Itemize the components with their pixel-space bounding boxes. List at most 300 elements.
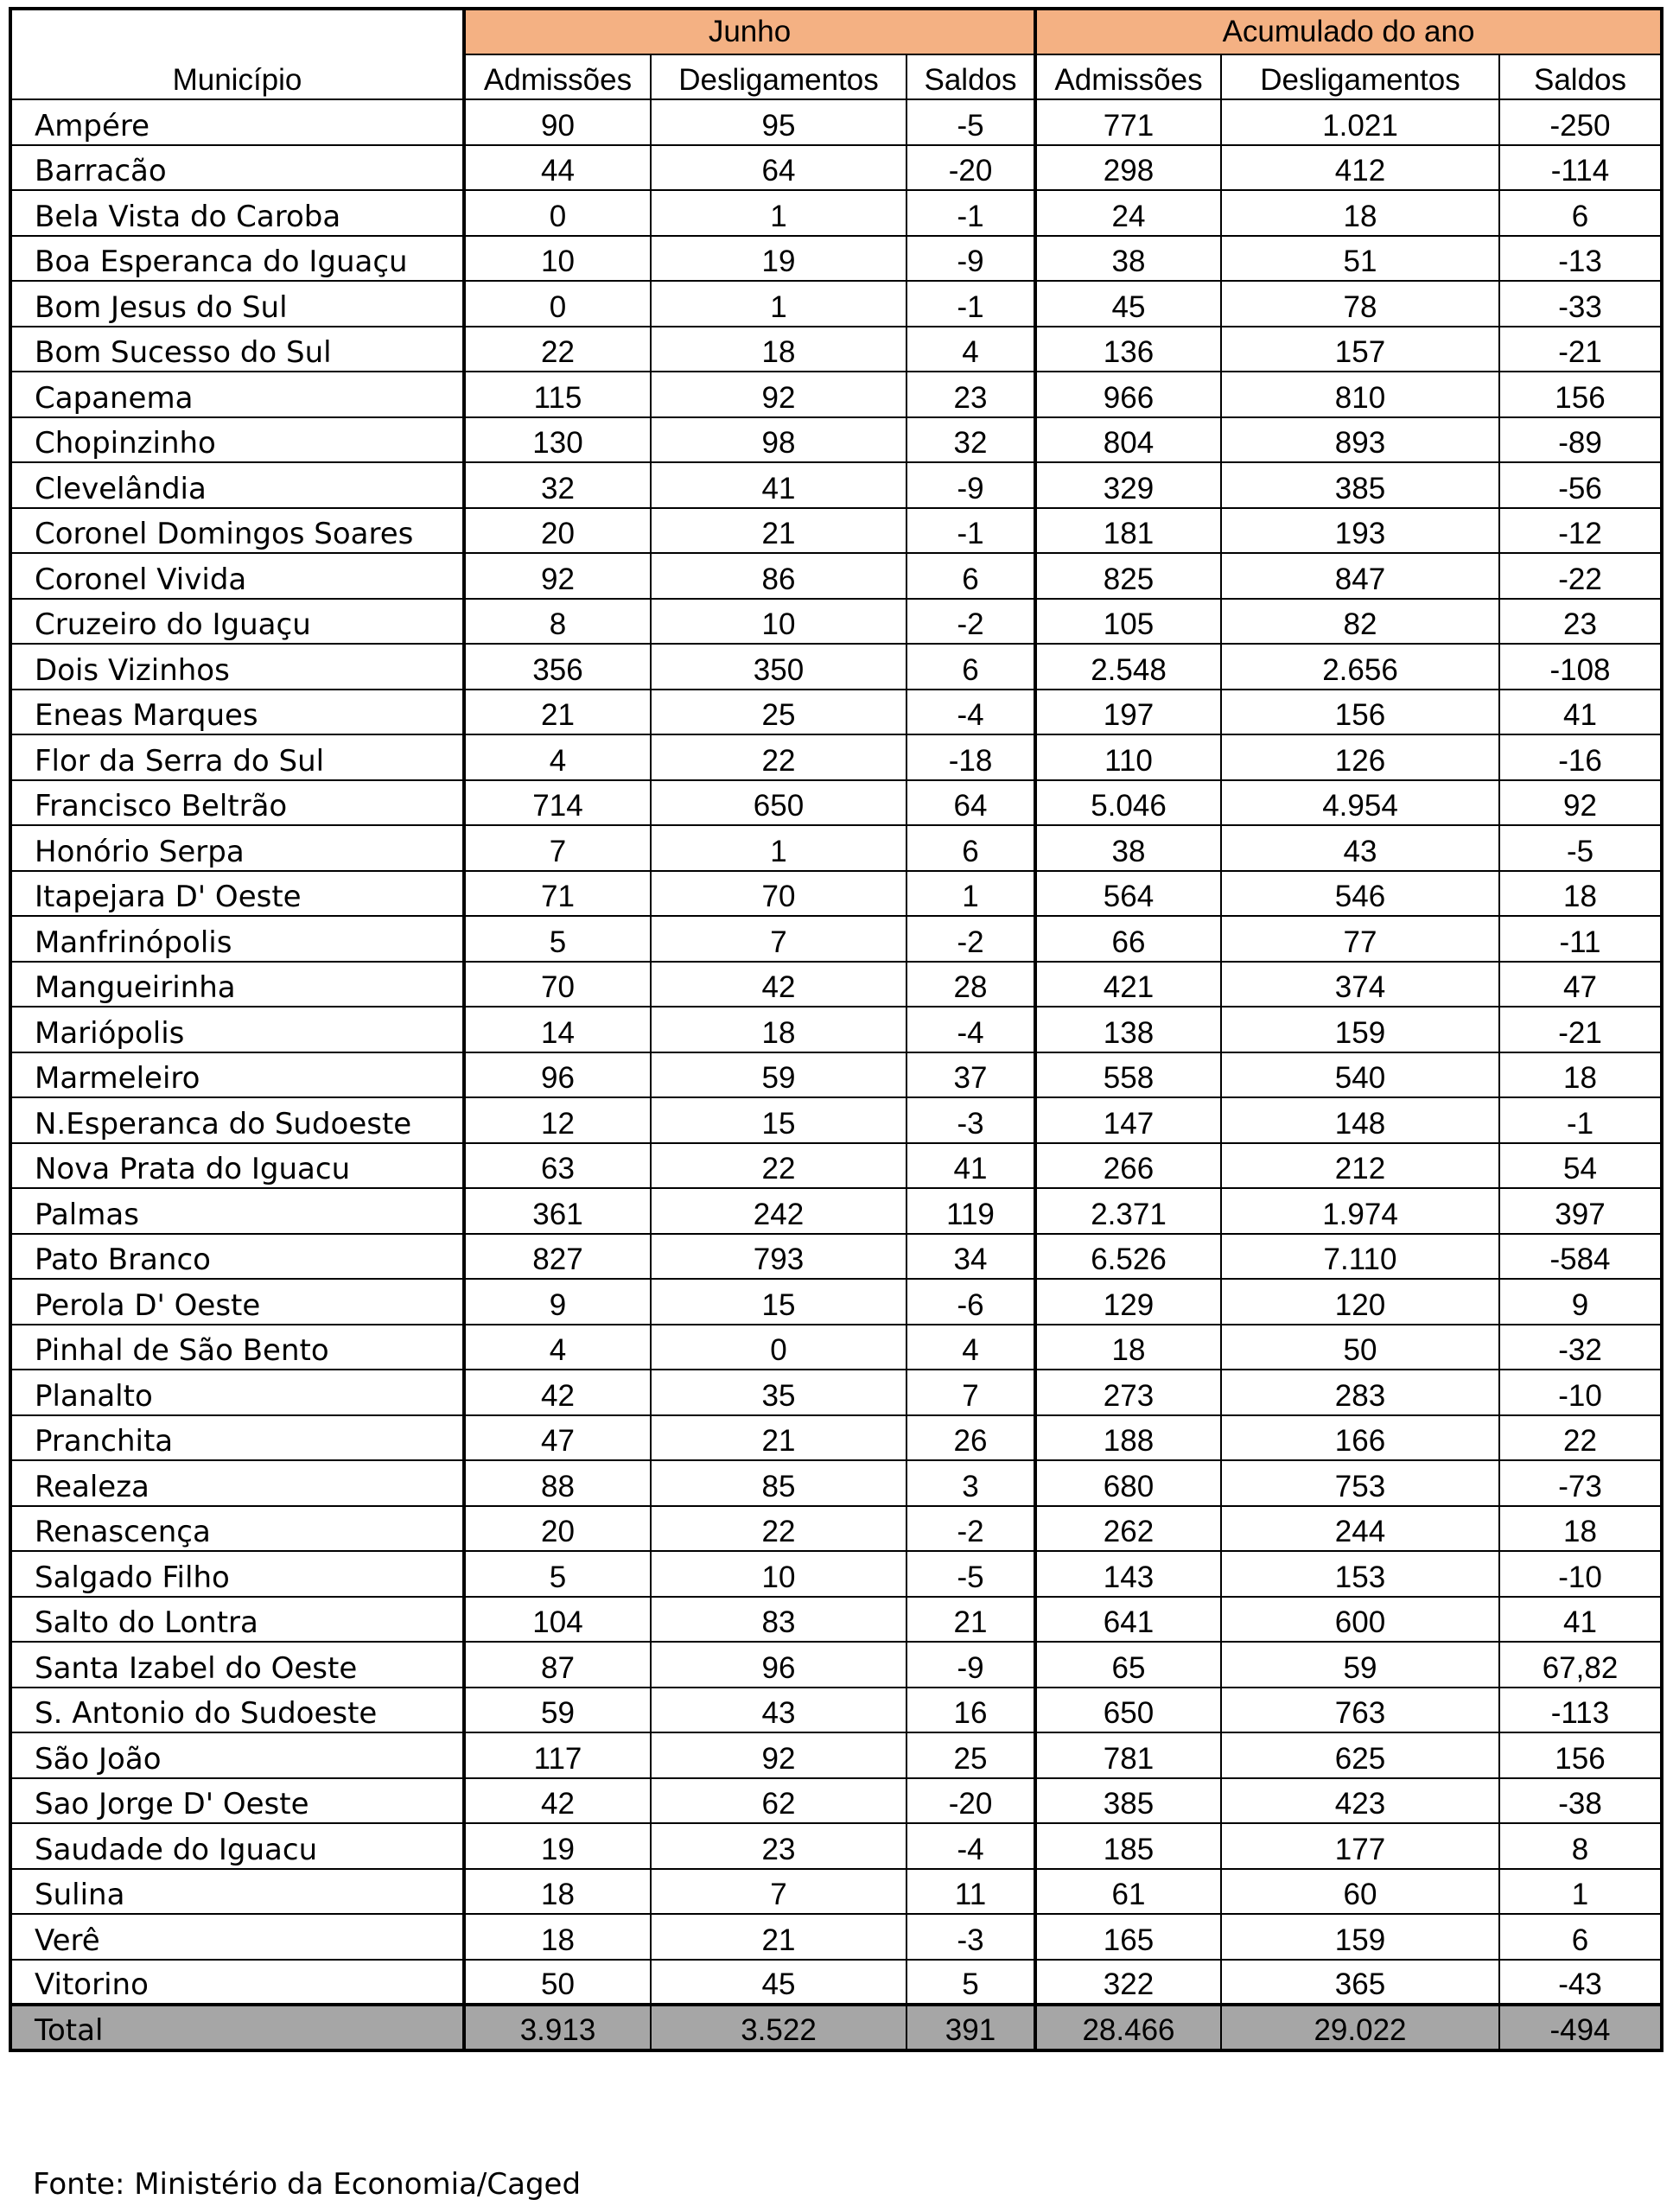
cell-acumulado-desligamentos: 412 <box>1221 145 1499 191</box>
cell-acumulado-saldos: -250 <box>1499 99 1662 145</box>
cell-acumulado-admissoes: 45 <box>1035 281 1221 327</box>
cell-municipio: Francisco Beltrão <box>10 780 464 826</box>
cell-acumulado-admissoes: 61 <box>1035 1869 1221 1915</box>
cell-acumulado-saldos: -13 <box>1499 236 1662 282</box>
cell-junho-saldos: 23 <box>906 372 1035 417</box>
cell-acumulado-desligamentos: 365 <box>1221 1960 1499 2005</box>
cell-junho-saldos: 34 <box>906 1234 1035 1280</box>
cell-junho-admissoes: 104 <box>464 1597 651 1643</box>
cell-acumulado-admissoes: 2.548 <box>1035 644 1221 690</box>
cell-junho-admissoes: 22 <box>464 327 651 372</box>
cell-junho-desligamentos: 22 <box>651 734 906 780</box>
cell-acumulado-saldos: -21 <box>1499 327 1662 372</box>
cell-municipio: Boa Esperanca do Iguaçu <box>10 236 464 282</box>
cell-junho-admissoes: 356 <box>464 644 651 690</box>
cell-municipio: Total <box>10 2005 464 2050</box>
cell-acumulado-desligamentos: 847 <box>1221 553 1499 599</box>
cell-junho-admissoes: 3.913 <box>464 2005 651 2050</box>
cell-municipio: Sulina <box>10 1869 464 1915</box>
cell-acumulado-saldos: -32 <box>1499 1325 1662 1370</box>
cell-acumulado-admissoes: 38 <box>1035 236 1221 282</box>
cell-junho-desligamentos: 1 <box>651 825 906 871</box>
cell-acumulado-desligamentos: 43 <box>1221 825 1499 871</box>
cell-junho-saldos: -9 <box>906 1642 1035 1688</box>
cell-acumulado-desligamentos: 193 <box>1221 508 1499 554</box>
table-row <box>10 1415 1662 1461</box>
header-junho-admissoes: Admissões <box>464 54 651 100</box>
cell-municipio: Marmeleiro <box>10 1052 464 1098</box>
cell-junho-saldos: -3 <box>906 1914 1035 1960</box>
cell-acumulado-admissoes: 262 <box>1035 1506 1221 1552</box>
cell-municipio: Flor da Serra do Sul <box>10 734 464 780</box>
cell-junho-admissoes: 21 <box>464 690 651 735</box>
cell-acumulado-desligamentos: 60 <box>1221 1869 1499 1915</box>
cell-junho-desligamentos: 15 <box>651 1097 906 1143</box>
cell-junho-desligamentos: 18 <box>651 1007 906 1052</box>
cell-junho-saldos: -1 <box>906 190 1035 236</box>
cell-junho-desligamentos: 96 <box>651 1642 906 1688</box>
cell-junho-saldos: 1 <box>906 871 1035 917</box>
cell-junho-desligamentos: 92 <box>651 372 906 417</box>
cell-acumulado-admissoes: 18 <box>1035 1325 1221 1370</box>
cell-acumulado-saldos: -11 <box>1499 916 1662 962</box>
cell-junho-saldos: 6 <box>906 825 1035 871</box>
cell-acumulado-saldos: -108 <box>1499 644 1662 690</box>
table-row <box>10 1234 1662 1280</box>
cell-municipio: Mariópolis <box>10 1007 464 1052</box>
cell-acumulado-saldos: 1 <box>1499 1869 1662 1915</box>
cell-junho-saldos: -2 <box>906 599 1035 645</box>
cell-junho-saldos: 25 <box>906 1732 1035 1778</box>
cell-junho-desligamentos: 83 <box>651 1597 906 1643</box>
cell-acumulado-saldos: 6 <box>1499 190 1662 236</box>
cell-acumulado-saldos: -89 <box>1499 417 1662 463</box>
cell-junho-desligamentos: 1 <box>651 190 906 236</box>
cell-acumulado-admissoes: 421 <box>1035 962 1221 1007</box>
table-row <box>10 1960 1662 2005</box>
cell-junho-desligamentos: 59 <box>651 1052 906 1098</box>
cell-junho-desligamentos: 10 <box>651 599 906 645</box>
table-row <box>10 508 1662 554</box>
table-row <box>10 372 1662 417</box>
cell-acumulado-desligamentos: 18 <box>1221 190 1499 236</box>
table-row <box>10 553 1662 599</box>
cell-acumulado-saldos: 47 <box>1499 962 1662 1007</box>
cell-municipio: N.Esperanca do Sudoeste <box>10 1097 464 1143</box>
cell-junho-saldos: 37 <box>906 1052 1035 1098</box>
cell-acumulado-admissoes: 136 <box>1035 327 1221 372</box>
cell-junho-desligamentos: 64 <box>651 145 906 191</box>
cell-junho-admissoes: 59 <box>464 1688 651 1733</box>
cell-junho-desligamentos: 45 <box>651 1960 906 2005</box>
cell-junho-admissoes: 361 <box>464 1188 651 1234</box>
cell-junho-desligamentos: 242 <box>651 1188 906 1234</box>
cell-junho-admissoes: 42 <box>464 1778 651 1824</box>
cell-acumulado-desligamentos: 625 <box>1221 1732 1499 1778</box>
cell-acumulado-desligamentos: 157 <box>1221 327 1499 372</box>
cell-acumulado-saldos: -22 <box>1499 553 1662 599</box>
cell-junho-admissoes: 117 <box>464 1732 651 1778</box>
cell-junho-admissoes: 14 <box>464 1007 651 1052</box>
table-row <box>10 780 1662 826</box>
cell-acumulado-desligamentos: 166 <box>1221 1415 1499 1461</box>
table-row <box>10 599 1662 645</box>
cell-acumulado-saldos: -38 <box>1499 1778 1662 1824</box>
table-row <box>10 1642 1662 1688</box>
cell-junho-admissoes: 0 <box>464 281 651 327</box>
cell-junho-saldos: -3 <box>906 1097 1035 1143</box>
table-row <box>10 99 1662 145</box>
cell-acumulado-admissoes: 38 <box>1035 825 1221 871</box>
cell-acumulado-saldos: -33 <box>1499 281 1662 327</box>
cell-junho-saldos: 5 <box>906 1960 1035 2005</box>
cell-junho-admissoes: 5 <box>464 916 651 962</box>
cell-acumulado-desligamentos: 50 <box>1221 1325 1499 1370</box>
cell-municipio: Chopinzinho <box>10 417 464 463</box>
cell-junho-desligamentos: 10 <box>651 1551 906 1597</box>
header-municipio: Município <box>10 9 464 99</box>
cell-junho-admissoes: 8 <box>464 599 651 645</box>
table-row <box>10 417 1662 463</box>
cell-acumulado-saldos: 22 <box>1499 1415 1662 1461</box>
cell-acumulado-admissoes: 2.371 <box>1035 1188 1221 1234</box>
cell-junho-desligamentos: 0 <box>651 1325 906 1370</box>
cell-junho-desligamentos: 350 <box>651 644 906 690</box>
cell-junho-admissoes: 50 <box>464 1960 651 2005</box>
cell-junho-saldos: -20 <box>906 1778 1035 1824</box>
cell-junho-saldos: 6 <box>906 644 1035 690</box>
cell-municipio: Santa Izabel do Oeste <box>10 1642 464 1688</box>
cell-acumulado-desligamentos: 51 <box>1221 236 1499 282</box>
table-row <box>10 1007 1662 1052</box>
cell-acumulado-admissoes: 188 <box>1035 1415 1221 1461</box>
cell-junho-desligamentos: 95 <box>651 99 906 145</box>
cell-municipio: Bom Jesus do Sul <box>10 281 464 327</box>
cell-junho-desligamentos: 86 <box>651 553 906 599</box>
cell-municipio: São João <box>10 1732 464 1778</box>
cell-municipio: Salgado Filho <box>10 1551 464 1597</box>
cell-junho-admissoes: 19 <box>464 1823 651 1869</box>
cell-acumulado-saldos: -43 <box>1499 1960 1662 2005</box>
cell-acumulado-desligamentos: 546 <box>1221 871 1499 917</box>
cell-municipio: Capanema <box>10 372 464 417</box>
cell-municipio: Barracão <box>10 145 464 191</box>
cell-junho-saldos: 32 <box>906 417 1035 463</box>
cell-acumulado-admissoes: 650 <box>1035 1688 1221 1733</box>
cell-junho-admissoes: 63 <box>464 1143 651 1189</box>
total-row <box>10 2005 1662 2050</box>
cell-junho-desligamentos: 22 <box>651 1506 906 1552</box>
cell-junho-saldos: -4 <box>906 690 1035 735</box>
cell-acumulado-desligamentos: 156 <box>1221 690 1499 735</box>
cell-junho-saldos: 41 <box>906 1143 1035 1189</box>
cell-junho-desligamentos: 22 <box>651 1143 906 1189</box>
cell-acumulado-desligamentos: 148 <box>1221 1097 1499 1143</box>
cell-municipio: Bela Vista do Caroba <box>10 190 464 236</box>
cell-acumulado-saldos: 156 <box>1499 372 1662 417</box>
cell-acumulado-desligamentos: 78 <box>1221 281 1499 327</box>
header-acumulado-saldos: Saldos <box>1499 54 1662 100</box>
cell-junho-saldos: 4 <box>906 327 1035 372</box>
cell-acumulado-desligamentos: 2.656 <box>1221 644 1499 690</box>
cell-junho-admissoes: 87 <box>464 1642 651 1688</box>
cell-acumulado-admissoes: 24 <box>1035 190 1221 236</box>
header-acumulado-admissoes: Admissões <box>1035 54 1221 100</box>
table-row <box>10 1052 1662 1098</box>
cell-junho-desligamentos: 42 <box>651 962 906 1007</box>
cell-municipio: Perola D' Oeste <box>10 1279 464 1325</box>
cell-municipio: Honório Serpa <box>10 825 464 871</box>
cell-junho-admissoes: 70 <box>464 962 651 1007</box>
cell-municipio: Realeza <box>10 1460 464 1506</box>
cell-acumulado-admissoes: 641 <box>1035 1597 1221 1643</box>
cell-acumulado-admissoes: 28.466 <box>1035 2005 1221 2050</box>
cell-junho-saldos: -4 <box>906 1823 1035 1869</box>
cell-municipio: Pranchita <box>10 1415 464 1461</box>
cell-junho-admissoes: 12 <box>464 1097 651 1143</box>
cell-acumulado-admissoes: 6.526 <box>1035 1234 1221 1280</box>
cell-junho-admissoes: 714 <box>464 780 651 826</box>
cell-junho-desligamentos: 62 <box>651 1778 906 1824</box>
cell-municipio: Saudade do Iguacu <box>10 1823 464 1869</box>
cell-acumulado-admissoes: 165 <box>1035 1914 1221 1960</box>
cell-municipio: Renascença <box>10 1506 464 1552</box>
cell-acumulado-admissoes: 825 <box>1035 553 1221 599</box>
table-row <box>10 1869 1662 1915</box>
cell-junho-saldos: 391 <box>906 2005 1035 2050</box>
cell-acumulado-desligamentos: 159 <box>1221 1007 1499 1052</box>
cell-acumulado-saldos: 18 <box>1499 1506 1662 1552</box>
table-row <box>10 1732 1662 1778</box>
cell-acumulado-saldos: 6 <box>1499 1914 1662 1960</box>
table-row <box>10 1325 1662 1370</box>
cell-municipio: Mangueirinha <box>10 962 464 1007</box>
cell-municipio: Planalto <box>10 1370 464 1415</box>
cell-junho-saldos: -5 <box>906 99 1035 145</box>
cell-junho-admissoes: 9 <box>464 1279 651 1325</box>
cell-municipio: Pato Branco <box>10 1234 464 1280</box>
cell-municipio: Manfrinópolis <box>10 916 464 962</box>
cell-municipio: Dois Vizinhos <box>10 644 464 690</box>
table-row <box>10 462 1662 508</box>
cell-junho-saldos: -2 <box>906 1506 1035 1552</box>
table-row <box>10 644 1662 690</box>
cell-junho-desligamentos: 43 <box>651 1688 906 1733</box>
cell-junho-saldos: -5 <box>906 1551 1035 1597</box>
header-group-junho: Junho <box>464 9 1035 54</box>
cell-acumulado-desligamentos: 600 <box>1221 1597 1499 1643</box>
cell-junho-saldos: 64 <box>906 780 1035 826</box>
cell-junho-saldos: 3 <box>906 1460 1035 1506</box>
cell-acumulado-saldos: -1 <box>1499 1097 1662 1143</box>
cell-junho-saldos: 16 <box>906 1688 1035 1733</box>
cell-junho-desligamentos: 23 <box>651 1823 906 1869</box>
cell-acumulado-admissoes: 197 <box>1035 690 1221 735</box>
cell-junho-saldos: -1 <box>906 508 1035 554</box>
cell-acumulado-saldos: -113 <box>1499 1688 1662 1733</box>
cell-acumulado-admissoes: 564 <box>1035 871 1221 917</box>
cell-junho-admissoes: 44 <box>464 145 651 191</box>
cell-junho-saldos: 7 <box>906 1370 1035 1415</box>
cell-acumulado-saldos: -114 <box>1499 145 1662 191</box>
table-row <box>10 1460 1662 1506</box>
cell-junho-admissoes: 32 <box>464 462 651 508</box>
cell-acumulado-desligamentos: 77 <box>1221 916 1499 962</box>
cell-junho-desligamentos: 19 <box>651 236 906 282</box>
cell-acumulado-saldos: 54 <box>1499 1143 1662 1189</box>
cell-acumulado-saldos: 67,82 <box>1499 1642 1662 1688</box>
cell-acumulado-admissoes: 266 <box>1035 1143 1221 1189</box>
table-row <box>10 327 1662 372</box>
cell-junho-desligamentos: 1 <box>651 281 906 327</box>
table-row <box>10 1551 1662 1597</box>
cell-acumulado-desligamentos: 1.974 <box>1221 1188 1499 1234</box>
header-junho-saldos: Saldos <box>906 54 1035 100</box>
cell-acumulado-desligamentos: 126 <box>1221 734 1499 780</box>
cell-acumulado-desligamentos: 1.021 <box>1221 99 1499 145</box>
cell-acumulado-saldos: -16 <box>1499 734 1662 780</box>
cell-junho-saldos: -4 <box>906 1007 1035 1052</box>
header-junho-desligamentos: Desligamentos <box>651 54 906 100</box>
cell-junho-admissoes: 92 <box>464 553 651 599</box>
table-row <box>10 1097 1662 1143</box>
cell-junho-desligamentos: 41 <box>651 462 906 508</box>
cell-municipio: Bom Sucesso do Sul <box>10 327 464 372</box>
header-group-acumulado: Acumulado do ano <box>1035 9 1662 54</box>
cell-acumulado-saldos: -73 <box>1499 1460 1662 1506</box>
cell-municipio: Pinhal de São Bento <box>10 1325 464 1370</box>
cell-acumulado-desligamentos: 59 <box>1221 1642 1499 1688</box>
cell-junho-saldos: -9 <box>906 236 1035 282</box>
cell-acumulado-admissoes: 273 <box>1035 1370 1221 1415</box>
cell-junho-desligamentos: 21 <box>651 1415 906 1461</box>
table-row <box>10 1823 1662 1869</box>
table-row <box>10 690 1662 735</box>
cell-junho-desligamentos: 18 <box>651 327 906 372</box>
cell-junho-admissoes: 20 <box>464 508 651 554</box>
source-note: Fonte: Ministério da Economia/Caged <box>33 2167 582 2202</box>
cell-junho-admissoes: 130 <box>464 417 651 463</box>
cell-junho-admissoes: 20 <box>464 1506 651 1552</box>
table-row <box>10 916 1662 962</box>
cell-municipio: S. Antonio do Sudoeste <box>10 1688 464 1733</box>
table-row <box>10 871 1662 917</box>
header-acumulado-desligamentos: Desligamentos <box>1221 54 1499 100</box>
cell-municipio: Cruzeiro do Iguaçu <box>10 599 464 645</box>
cell-acumulado-desligamentos: 244 <box>1221 1506 1499 1552</box>
cell-junho-admissoes: 96 <box>464 1052 651 1098</box>
table-row <box>10 734 1662 780</box>
cell-acumulado-desligamentos: 540 <box>1221 1052 1499 1098</box>
cell-junho-saldos: -9 <box>906 462 1035 508</box>
cell-junho-saldos: 119 <box>906 1188 1035 1234</box>
cell-municipio: Verê <box>10 1914 464 1960</box>
table-row <box>10 190 1662 236</box>
cell-junho-saldos: 11 <box>906 1869 1035 1915</box>
cell-municipio: Palmas <box>10 1188 464 1234</box>
cell-junho-desligamentos: 85 <box>651 1460 906 1506</box>
table-header <box>10 9 1662 99</box>
cell-acumulado-saldos: -56 <box>1499 462 1662 508</box>
cell-acumulado-desligamentos: 283 <box>1221 1370 1499 1415</box>
cell-acumulado-admissoes: 771 <box>1035 99 1221 145</box>
cell-acumulado-desligamentos: 810 <box>1221 372 1499 417</box>
cell-acumulado-desligamentos: 82 <box>1221 599 1499 645</box>
cell-acumulado-admissoes: 781 <box>1035 1732 1221 1778</box>
table-row <box>10 962 1662 1007</box>
cell-junho-desligamentos: 3.522 <box>651 2005 906 2050</box>
cell-acumulado-admissoes: 66 <box>1035 916 1221 962</box>
cell-junho-admissoes: 827 <box>464 1234 651 1280</box>
cell-municipio: Sao Jorge D' Oeste <box>10 1778 464 1824</box>
cell-acumulado-desligamentos: 763 <box>1221 1688 1499 1733</box>
cell-acumulado-saldos: 23 <box>1499 599 1662 645</box>
cell-junho-admissoes: 42 <box>464 1370 651 1415</box>
cell-municipio: Itapejara D' Oeste <box>10 871 464 917</box>
cell-acumulado-desligamentos: 29.022 <box>1221 2005 1499 2050</box>
cell-acumulado-admissoes: 298 <box>1035 145 1221 191</box>
cell-junho-saldos: 26 <box>906 1415 1035 1461</box>
cell-junho-saldos: -2 <box>906 916 1035 962</box>
cell-junho-desligamentos: 793 <box>651 1234 906 1280</box>
cell-municipio: Nova Prata do Iguacu <box>10 1143 464 1189</box>
table-row <box>10 236 1662 282</box>
table-row <box>10 1279 1662 1325</box>
cell-acumulado-admissoes: 129 <box>1035 1279 1221 1325</box>
cell-junho-desligamentos: 25 <box>651 690 906 735</box>
cell-acumulado-desligamentos: 177 <box>1221 1823 1499 1869</box>
cell-acumulado-desligamentos: 159 <box>1221 1914 1499 1960</box>
cell-acumulado-admissoes: 65 <box>1035 1642 1221 1688</box>
cell-acumulado-admissoes: 147 <box>1035 1097 1221 1143</box>
cell-acumulado-admissoes: 110 <box>1035 734 1221 780</box>
cell-acumulado-admissoes: 385 <box>1035 1778 1221 1824</box>
cell-acumulado-saldos: -584 <box>1499 1234 1662 1280</box>
table-row <box>10 1370 1662 1415</box>
cell-acumulado-saldos: -10 <box>1499 1551 1662 1597</box>
cell-municipio: Coronel Domingos Soares <box>10 508 464 554</box>
table-row <box>10 1914 1662 1960</box>
cell-junho-desligamentos: 650 <box>651 780 906 826</box>
cell-acumulado-admissoes: 181 <box>1035 508 1221 554</box>
cell-junho-admissoes: 88 <box>464 1460 651 1506</box>
cell-acumulado-admissoes: 138 <box>1035 1007 1221 1052</box>
cell-junho-saldos: 28 <box>906 962 1035 1007</box>
cell-acumulado-desligamentos: 385 <box>1221 462 1499 508</box>
table-row <box>10 145 1662 191</box>
cell-junho-saldos: 4 <box>906 1325 1035 1370</box>
cell-junho-desligamentos: 7 <box>651 916 906 962</box>
cell-junho-desligamentos: 7 <box>651 1869 906 1915</box>
cell-acumulado-desligamentos: 120 <box>1221 1279 1499 1325</box>
cell-municipio: Coronel Vivida <box>10 553 464 599</box>
table-row <box>10 1188 1662 1234</box>
cell-acumulado-saldos: 8 <box>1499 1823 1662 1869</box>
cell-junho-desligamentos: 35 <box>651 1370 906 1415</box>
cell-acumulado-desligamentos: 753 <box>1221 1460 1499 1506</box>
cell-acumulado-admissoes: 143 <box>1035 1551 1221 1597</box>
cell-acumulado-saldos: 92 <box>1499 780 1662 826</box>
cell-junho-saldos: -1 <box>906 281 1035 327</box>
table-row <box>10 1506 1662 1552</box>
cell-acumulado-saldos: -5 <box>1499 825 1662 871</box>
cell-junho-desligamentos: 15 <box>651 1279 906 1325</box>
cell-junho-admissoes: 90 <box>464 99 651 145</box>
cell-acumulado-desligamentos: 212 <box>1221 1143 1499 1189</box>
cell-acumulado-admissoes: 105 <box>1035 599 1221 645</box>
cell-junho-admissoes: 5 <box>464 1551 651 1597</box>
cell-acumulado-admissoes: 322 <box>1035 1960 1221 2005</box>
